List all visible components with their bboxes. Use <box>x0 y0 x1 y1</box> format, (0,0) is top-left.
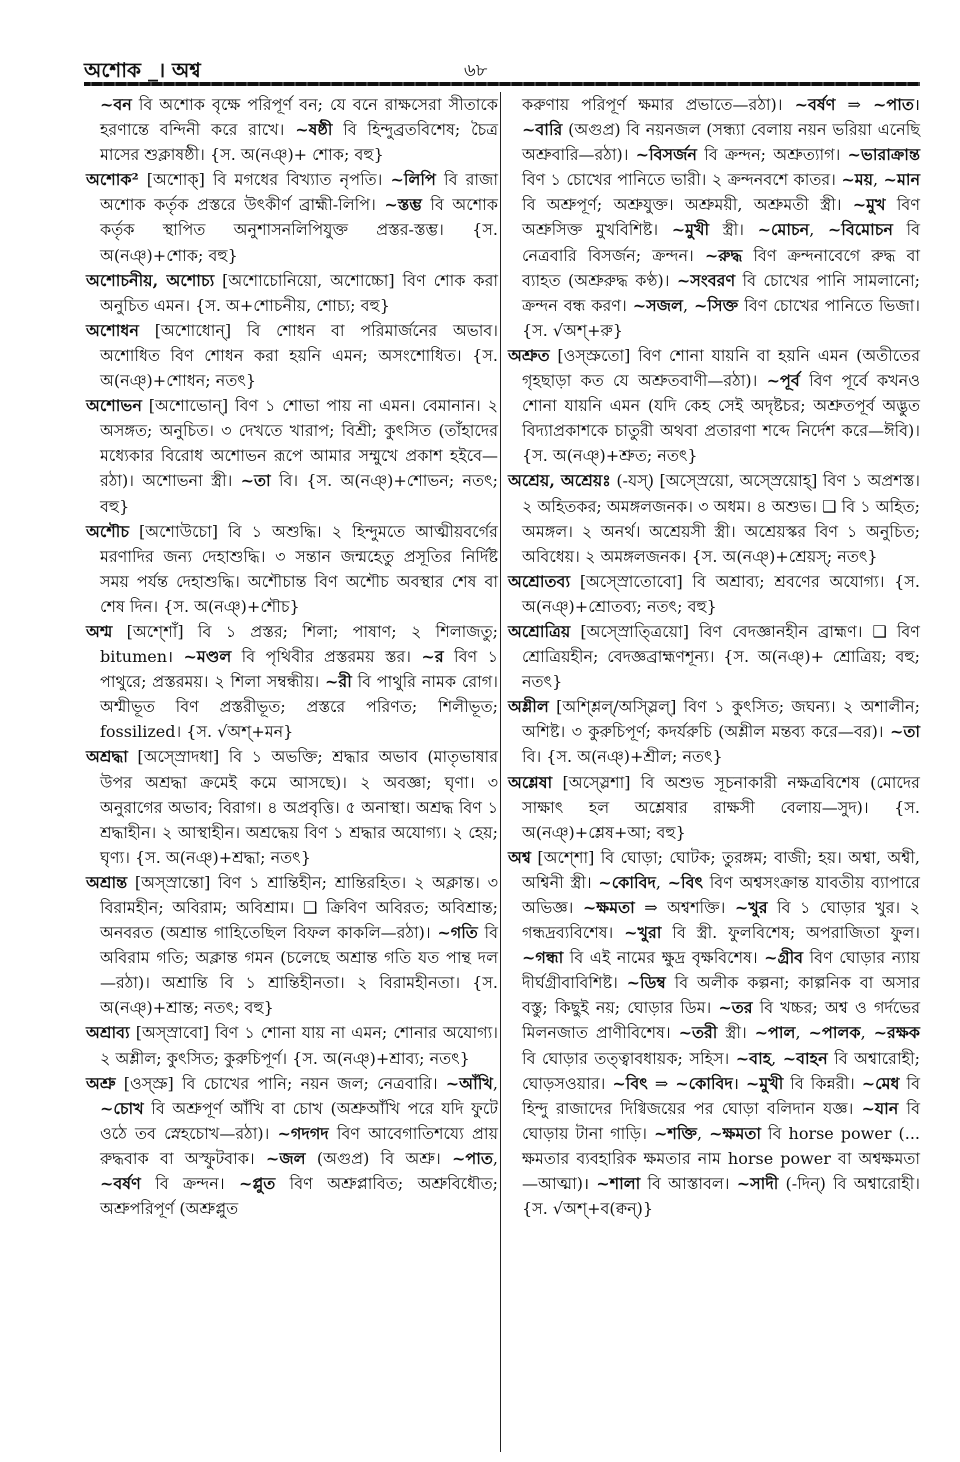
dictionary-entry <box>86 167 498 267</box>
entry-definition: [অশোচোনিয়ো, অশোচ্চো] বিণ শোক করা অনুচিত এমন। {স. অ+শোচনীয়, শোচ্য; বহু} <box>100 270 499 315</box>
dictionary-entry <box>86 1020 498 1070</box>
headword: অশ্রদ্ধা <box>86 747 128 767</box>
dictionary-entry <box>86 619 498 744</box>
headword: অশ্রুত <box>508 345 550 365</box>
dictionary-entry <box>86 92 498 167</box>
right-column <box>508 92 920 1221</box>
headword: অশ্রোত্রিয় <box>508 621 571 641</box>
dictionary-entry <box>86 744 498 869</box>
headword: অশোধন <box>86 320 139 340</box>
entry-definition: [অশ্শোঁ] বি ১ প্রস্তর; শিলা; পাষাণ; ২ শিলাজতু; bitumen। ~মণ্ডল বি পৃথিবীর প্রস্তরময় স্তর। ~র বিণ ১ পাথুরে; প্রস্তরময়। ২ শিলা সম্বন্ধীয়। ~রী বি পাথুরি নামক রোগ। অশ্মীভূত বিণ প্রস্তরীভূত; প্রস্তরে পরিণত; শিলীভূত; fossilized। {স. √অশ্+মন} <box>100 621 498 742</box>
headword: অশ্লেষা <box>508 772 553 792</box>
headword: অশোচনীয়, অশোচ্য <box>86 270 215 290</box>
entry-definition: [অস্স্রোত্ত্রিয়ো] বিণ বেদজ্ঞানহীন ব্রাহ্মণ। ❑ বিণ শ্রোত্রিয়হীন; বেদজ্ঞব্রাহ্মণশূন্য। {স. অ(নঞ্)+ শ্রোত্রিয়; বহু; নতৎ} <box>522 621 920 692</box>
dictionary-entry <box>86 1071 498 1222</box>
entry-definition: [অস্স্রোদধা] বি ১ অভক্তি; শ্রদ্ধার অভাব (মাতৃভাষার উপর অশ্রদ্ধা ক্রমেই কমে আসছে)। ২ অবজ্ঞা; ঘৃণা। ৩ অনুরাগের অভাব; বিরাগ। ৪ অপ্রবৃত্তি। ৫ অনাস্থা। অশ্রদ্ধ বিণ ১ শ্রদ্ধাহীন। ২ আস্থাহীন। অশ্রদ্ধেয় বিণ ১ শ্রদ্ধার অযোগ্য। ২ হেয়; ঘৃণ্য। {স. অ(নঞ্)+শ্রদ্ধা; নতৎ} <box>100 747 498 867</box>
entry-definition: [অশোধোন্] বি শোধন বা পরিমার্জনের অভাব। অশোধিত বিণ শোধন করা হয়নি এমন; অসংশোধিত। {স. অ(নঞ্)+শোধন; নতৎ} <box>100 320 498 391</box>
dictionary-entry <box>508 343 920 468</box>
headword: অশ্রোতব্য <box>508 571 571 591</box>
headword: অশোভন <box>86 396 142 416</box>
column-divider <box>500 92 501 1452</box>
headword: অশ্লীল <box>508 697 549 717</box>
entry-definition: করুণায় পরিপূর্ণ ক্ষমার প্রভাতে—রঠা)। ~বর্ষণ ⇒ ~পাত। ~বারি (অগুপ্র) বি নয়নজল (সন্ধ্যা বেলায় নয়ন ভরিয়া এনেছি অশ্রুবারি—রঠা)। ~বিসর্জন বি ক্রন্দন; অশ্রুত্যাগ। ~ভারাক্রান্ত বিণ ১ চোখের পানিতে ভারী। ২ ক্রন্দনবশে কাতর। ~ময়, ~মান বি অশ্রুপূর্ণ; অশ্রুযুক্ত। অশ্রুময়ী, অশ্রুমতী স্ত্রী। ~মুখ বিণ অশ্রুসিক্ত মুখবিশিষ্ট। ~মুখী স্ত্রী। ~মোচন, ~বিমোচন বি নেত্রবারি বিসর্জন; ক্রন্দন। ~রুদ্ধ বিণ ক্রন্দনাবেগে রুদ্ধ বা ব্যাহত (অশ্রুরুদ্ধ কণ্ঠ)। ~সংবরণ বি চোখের পানি সামলানো; ক্রন্দন বন্ধ করণ। ~সজল, ~সিক্ত বিণ চোখের পানিতে ভিজা। {স. √অশ্+রু} <box>522 95 921 340</box>
page-header <box>84 56 914 82</box>
entry-definition: [ওস্স্রুতো] বিণ শোনা যায়নি বা হয়নি এমন (অতীতের গৃহছাড়া কত যে অশ্রুতবাণী—রঠা)। ~পূর্ব বিণ পূর্বে কখনও শোনা যায়নি এমন (যদি কেহ সেই অদৃষ্টচর; অশ্রুতপূর্ব অদ্ভুত বিদ্যাপ্রকাশকে চাতুরী অথবা প্রতারণা শব্দে নির্দেশ করে—ঈবি)। {স. অ(নঞ্)+শ্রুত; নতৎ} <box>522 345 920 466</box>
entry-definition: (-যস্) [অস্স্রেয়ো, অস্স্রেয়োহ্] বিণ ১ অপ্রশস্ত। ২ অহিতকর; অমঙ্গলজনক। ৩ অধম। ৪ অশুভ। ❑ বি ১ অহিত; অমঙ্গল। ২ অনর্থ। অশ্রেয়সী স্ত্রী। অশ্রেয়স্কর বিণ ১ অনুচিত; অবিধেয়। ২ অমঙ্গলজনক। {স. অ(নঞ্)+শ্রেয়স্; নতৎ} <box>522 471 920 566</box>
headword: অশ্রাব্য <box>86 1023 130 1043</box>
dictionary-entry <box>508 569 920 619</box>
headword: অশৌচ <box>86 521 129 541</box>
dictionary-entry <box>508 92 920 343</box>
dictionary-entry <box>86 870 498 1021</box>
entry-definition: [ওস্স্রু] বি চোখের পানি; নয়ন জল; নেত্রবারি। ~আঁখি, ~চোখ বি অশ্রুপূর্ণ আঁখি বা চোখ (অশ্রুআঁখি পরে যদি ফুটে ওঠে তব স্নেহচোখ—রঠা)। ~গদগদ বিণ আবেগাতিশয্যে প্রায় রুদ্ধবাক বা অস্ফুটবাক। ~জল (অগুপ্র) বি অশ্রু। ~পাত, ~বর্ষণ বি ক্রন্দন। ~প্লুত বিণ অশ্রুপ্লাবিত; অশ্রুবিধৌত; অশ্রুপরিপূর্ণ (অশ্রুপ্লুত <box>100 1073 499 1219</box>
dictionary-entry <box>508 619 920 694</box>
header-rule <box>84 82 920 86</box>
headword: অশোক² <box>86 170 139 190</box>
entry-definition: [অশোউচো] বি ১ অশুদ্ধি। ২ হিন্দুমতে আত্মীয়বর্গের মরণাদির জন্য দেহাশুদ্ধি। ৩ সন্তান জন্মহেতু প্রসূতির নির্দিষ্ট সময় পর্যন্ত দেহাশুদ্ধি। অশৌচান্ত বিণ অশৌচ অবস্থার শেষ বা শেষ দিন। {স. অ(নঞ্)+শৌচ} <box>100 521 498 616</box>
entry-definition: [অশ্শ্লিল্/অস্স্লিল্] বিণ ১ কুৎসিত; জঘন্য। ২ অশালীন; অশিষ্ট। ৩ কুরুচিপূর্ণ; কদর্যরুচি (অশ্লীল মন্তব্য করে—বর)। ~তা বি। {স. অ(নঞ্)+শ্রীল; নতৎ} <box>522 697 920 767</box>
dictionary-entry <box>508 468 920 568</box>
dictionary-entry <box>508 770 920 845</box>
dictionary-entry <box>508 845 920 1221</box>
headword: অশ্রান্ত <box>86 872 128 892</box>
dictionary-entry <box>508 694 920 769</box>
dictionary-entry <box>86 519 498 619</box>
entry-definition: [অস্স্রোতোবো] বি অশ্রাব্য; শ্রবণের অযোগ্য। {স. অ(নঞ্)+শ্রোতব্য; নতৎ; বহু} <box>522 571 920 616</box>
headword: অশ্ব <box>508 847 531 867</box>
entry-definition: [অস্স্রান্তো] বিণ ১ শ্রান্তিহীন; শ্রান্তিরহিত। ২ অক্লান্ত। ৩ বিরামহীন; অবিরাম; অবিশ্রাম। ❑ ক্রিবিণ অবিরত; অবিশ্রান্ত; অনবরত (অশ্রান্ত গাহিতেছিল বিফল কাকলি—রঠা)। ~গতি বি অবিরাম গতি; অক্লান্ত গমন (চলেছে অশ্রান্ত গতি যত পান্থ দল—রঠা)। অশ্রান্তি বি ১ শ্রান্তিহীনতা। ২ বিরামহীনতা। {স. অ(নঞ্)+শ্রান্ত; নতৎ; বহু} <box>100 872 498 1018</box>
entry-definition: [অস্স্রাবো] বিণ ১ শোনা যায় না এমন; শোনার অযোগ্য। ২ অশ্লীল; কুৎসিত; কুরুচিপূর্ণ। {স. অ(নঞ্)+শ্রাব্য; নতৎ} <box>100 1023 498 1068</box>
page-number: ৬৮ <box>464 60 488 81</box>
left-column <box>86 92 498 1221</box>
guide-words: অশোক _। অশ্ব <box>84 58 201 82</box>
entry-definition: [অশোক্] বি মগধের বিখ্যাত নৃপতি। ~লিপি বি রাজা অশোক কর্তৃক প্রস্তরে উৎকীর্ণ ব্রাহ্মী-লিপি। ~স্তম্ভ বি অশোক কর্তৃক স্থাপিত অনুশাসনলিপিযুক্ত প্রস্তর-স্তম্ভ। {স. অ(নঞ্)+শোক; বহু} <box>100 170 498 265</box>
headword: অশ্রেয়, অশ্রেয়ঃ <box>508 471 611 491</box>
dictionary-entry <box>86 318 498 393</box>
headword: অশ্রু <box>86 1073 116 1093</box>
entry-definition: ~বন বি অশোক বৃক্ষে পরিপূর্ণ বন; যে বনে রাক্ষসেরা সীতাকে হরণান্তে বন্দিনী করে রাখে। ~ষষ্ঠী বি হিন্দুব্রতবিশেষ; চৈত্র মাসের শুক্লাষষ্ঠী। {স. অ(নঞ্)+ শোক; বহু} <box>100 95 498 165</box>
dictionary-entry <box>86 268 498 318</box>
entry-definition: [অস্স্লেশা] বি অশুভ সূচনাকারী নক্ষত্রবিশেষ (মোদের সাক্ষাৎ হল অশ্লেষার রাক্ষসী বেলায়—সুদ)। {স. অ(নঞ্)+শ্লেষ+আ; বহু} <box>522 772 920 842</box>
entry-definition: [অশোভোন্] বিণ ১ শোভা পায় না এমন। বেমানান। ২ অসঙ্গত; অনুচিত। ৩ দেখতে খারাপ; বিশ্রী; কুৎসিত (তাঁহাদের মধ্যেকার বিরোধ অশোভন রূপে আমার সম্মুখে প্রকাশ হইবে—রঠা)। অশোভনা স্ত্রী। ~তা বি। {স. অ(নঞ্)+শোভন; নতৎ; বহু} <box>100 396 498 516</box>
headword: অশ্ম <box>86 621 113 641</box>
dictionary-entry <box>86 393 498 518</box>
entry-definition: [অশ্শো] বি ঘোড়া; ঘোটক; তুরঙ্গম; বাজী; হয়। অশ্বা, অশ্বী, অশ্বিনী স্ত্রী। ~কোবিদ, ~বিৎ বিণ অশ্বসংক্রান্ত যাবতীয় ব্যাপারে অভিজ্ঞ। ~ক্ষমতা ⇒ অশ্বশক্তি। ~খুর বি ১ ঘোড়ার খুর। ২ গন্ধদ্রব্যবিশেষ। ~খুরা বি স্ত্রী. ফুলবিশেষ; অপরাজিতা ফুল। ~গন্ধা বি এই নামের ক্ষুদ্র বৃক্ষবিশেষ। ~গ্রীব বিণ ঘোড়ার ন্যায় দীর্ঘগ্রীবাবিশিষ্ট। ~ডিম্ব বি অলীক কল্পনা; কাল্পনিক বা অসার বস্তু; কিছুই নয়; ঘোড়ার ডিম। ~তর বি খচ্চর; অশ্ব ও গর্দভের মিলনজাত প্রাণীবিশেষ। ~তরী স্ত্রী। ~পাল, ~পালক, ~রক্ষক বি ঘোড়ার তত্ত্বাবধায়ক; সহিস। ~বাহ, ~বাহন বি অশ্বারোহী; ঘোড়সওয়ার। ~বিৎ ⇒ ~কোবিদ। ~মুখী বি কিন্নরী। ~মেধ বি হিন্দু রাজাদের দিগ্বিজয়ের পর ঘোড়া বলিদান যজ্ঞ। ~যান বি ঘোড়ায় টানা গাড়ি। ~শক্তি, ~ক্ষমতা বি horse power (... ক্ষমতার ব্যবহারিক ক্ষমতার নাম horse power বা অশ্বক্ষমতা—আত্মা)। ~শালা বি আস্তাবল। ~সাদী (-দিন্) বি অশ্বারোহী। {স. √অশ্+ব(ক্বন্)} <box>522 847 921 1219</box>
